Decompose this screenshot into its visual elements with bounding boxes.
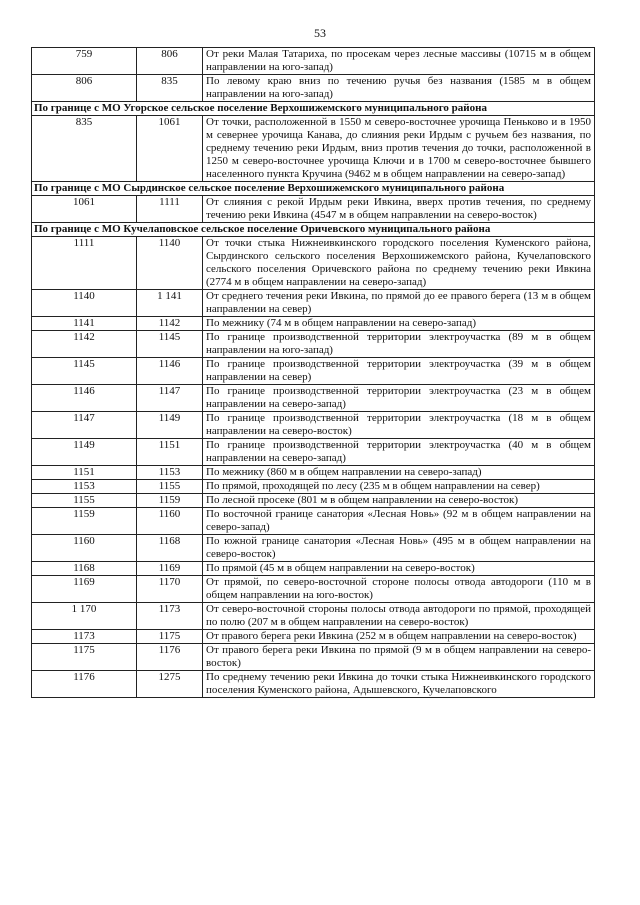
from-point: 1140 xyxy=(32,290,137,317)
table-row xyxy=(32,358,595,385)
page-number: 53 xyxy=(314,26,326,40)
to-point: 1111 xyxy=(137,196,203,223)
table-row xyxy=(32,480,595,494)
table-row xyxy=(32,439,595,466)
boundary-description: По границе производственной территории электроучастка (40 м в общем направлении на северо-запад) xyxy=(203,439,595,466)
table-row xyxy=(32,576,595,603)
from-point: 759 xyxy=(32,48,137,75)
from-point: 1146 xyxy=(32,385,137,412)
table-row xyxy=(32,412,595,439)
boundary-description: От среднего течения реки Ивкина, по прямой до ее правого берега (13 м в общем направлении на север) xyxy=(203,290,595,317)
from-point: 806 xyxy=(32,75,137,102)
boundary-description: По границе производственной территории электроучастка (18 м в общем направлении на северо-восток) xyxy=(203,412,595,439)
table-row xyxy=(32,630,595,644)
to-point: 1 141 xyxy=(137,290,203,317)
table-row xyxy=(32,562,595,576)
from-point: 1 170 xyxy=(32,603,137,630)
boundary-description: От правого берега реки Ивкина по прямой (9 м в общем направлении на северо-восток) xyxy=(203,644,595,671)
boundary-description: По границе производственной территории электроучастка (23 м в общем направлении на северо-запад) xyxy=(203,385,595,412)
table-row xyxy=(32,75,595,102)
table-row xyxy=(32,290,595,317)
table-row xyxy=(32,494,595,508)
from-point: 1142 xyxy=(32,331,137,358)
boundary-table-body xyxy=(32,48,595,698)
from-point: 1168 xyxy=(32,562,137,576)
from-point: 835 xyxy=(32,116,137,182)
table-row xyxy=(32,508,595,535)
table-row xyxy=(32,535,595,562)
table-row xyxy=(32,466,595,480)
section-header-row xyxy=(32,102,595,116)
to-point: 1147 xyxy=(137,385,203,412)
table-row xyxy=(32,385,595,412)
to-point: 1061 xyxy=(137,116,203,182)
boundary-description: От точки стыка Нижнеивкинского городского поселения Куменского района, Сырдинского сельского поселения Верхошижемского района, Кучелаповского сельского поселения Оричевского района по среднему течению реки Ивкина (2774 м в общем направлении на северо-запад) xyxy=(203,237,595,290)
boundary-description: По лесной просеке (801 м в общем направлении на северо-восток) xyxy=(203,494,595,508)
to-point: 835 xyxy=(137,75,203,102)
to-point: 1275 xyxy=(137,671,203,698)
boundary-description: От правого берега реки Ивкина (252 м в общем направлении на северо-восток) xyxy=(203,630,595,644)
section-header-row xyxy=(32,182,595,196)
to-point: 1149 xyxy=(137,412,203,439)
from-point: 1176 xyxy=(32,671,137,698)
boundary-description: По межнику (74 м в общем направлении на северо-запад) xyxy=(203,317,595,331)
from-point: 1061 xyxy=(32,196,137,223)
from-point: 1153 xyxy=(32,480,137,494)
boundary-description: По восточной границе санатория «Лесная Новь» (92 м в общем направлении на северо-запад) xyxy=(203,508,595,535)
to-point: 1168 xyxy=(137,535,203,562)
from-point: 1155 xyxy=(32,494,137,508)
boundary-description: От слияния с рекой Ирдым реки Ивкина, вверх против течения, по среднему течению реки Ивкина (4547 м в общем направлении на северо-восток) xyxy=(203,196,595,223)
boundary-description: По среднему течению реки Ивкина до точки стыка Нижнеивкинского городского поселения Куменского района, Адышевского, Кучелаповского xyxy=(203,671,595,698)
boundary-description: От северо-восточной стороны полосы отвода автодороги по прямой, проходящей по полю (207 м в общем направлении на северо-восток) xyxy=(203,603,595,630)
section-title: По границе с МО Кучелаповское сельское поселение Оричевского муниципального района xyxy=(32,223,595,237)
boundary-description: По прямой, проходящей по лесу (235 м в общем направлении на север) xyxy=(203,480,595,494)
from-point: 1141 xyxy=(32,317,137,331)
boundary-table xyxy=(31,47,595,698)
to-point: 1175 xyxy=(137,630,203,644)
boundary-description: По прямой (45 м в общем направлении на северо-восток) xyxy=(203,562,595,576)
boundary-description: От реки Малая Татариха, по просекам через лесные массивы (10715 м в общем направлении на юго-запад) xyxy=(203,48,595,75)
to-point: 1159 xyxy=(137,494,203,508)
table-row xyxy=(32,48,595,75)
to-point: 1145 xyxy=(137,331,203,358)
table-row xyxy=(32,603,595,630)
boundary-description: По левому краю вниз по течению ручья без названия (1585 м в общем направлении на юго-запад) xyxy=(203,75,595,102)
boundary-description: От точки, расположенной в 1550 м северо-восточнее урочища Пеньково и в 1950 м севернее урочища Канава, до слияния реки Ирдым с ручьем без названия, по среднему течению реки Ирдым, вниз против течения до точки, расположенной в 1250 м северо-восточнее урочища Ключи и в 1700 м северо-восточнее бывшего населенного пункта Кручина (9462 м в общем направлении на северо-запад) xyxy=(203,116,595,182)
from-point: 1147 xyxy=(32,412,137,439)
table-row xyxy=(32,196,595,223)
table-row xyxy=(32,116,595,182)
to-point: 1146 xyxy=(137,358,203,385)
to-point: 1153 xyxy=(137,466,203,480)
table-row xyxy=(32,671,595,698)
from-point: 1159 xyxy=(32,508,137,535)
boundary-description: По южной границе санатория «Лесная Новь» (495 м в общем направлении на северо-восток) xyxy=(203,535,595,562)
boundary-description: От прямой, по северо-восточной стороне полосы отвода автодороги (110 м в общем направлении на юго-восток) xyxy=(203,576,595,603)
boundary-description: По границе производственной территории электроучастка (89 м в общем направлении на юго-запад) xyxy=(203,331,595,358)
to-point: 1140 xyxy=(137,237,203,290)
to-point: 1155 xyxy=(137,480,203,494)
section-title: По границе с МО Угорское сельское поселение Верхошижемского муниципального района xyxy=(32,102,595,116)
from-point: 1173 xyxy=(32,630,137,644)
to-point: 1142 xyxy=(137,317,203,331)
to-point: 1173 xyxy=(137,603,203,630)
from-point: 1145 xyxy=(32,358,137,385)
to-point: 1160 xyxy=(137,508,203,535)
to-point: 1170 xyxy=(137,576,203,603)
from-point: 1149 xyxy=(32,439,137,466)
table-row xyxy=(32,317,595,331)
from-point: 1151 xyxy=(32,466,137,480)
to-point: 1151 xyxy=(137,439,203,466)
table-row xyxy=(32,331,595,358)
section-header-row xyxy=(32,223,595,237)
to-point: 1176 xyxy=(137,644,203,671)
from-point: 1169 xyxy=(32,576,137,603)
table-row xyxy=(32,237,595,290)
boundary-description: По границе производственной территории электроучастка (39 м в общем направлении на север) xyxy=(203,358,595,385)
table-row xyxy=(32,644,595,671)
from-point: 1160 xyxy=(32,535,137,562)
from-point: 1111 xyxy=(32,237,137,290)
boundary-description: По межнику (860 м в общем направлении на северо-запад) xyxy=(203,466,595,480)
to-point: 806 xyxy=(137,48,203,75)
from-point: 1175 xyxy=(32,644,137,671)
section-title: По границе с МО Сырдинское сельское поселение Верхошижемского муниципального района xyxy=(32,182,595,196)
to-point: 1169 xyxy=(137,562,203,576)
